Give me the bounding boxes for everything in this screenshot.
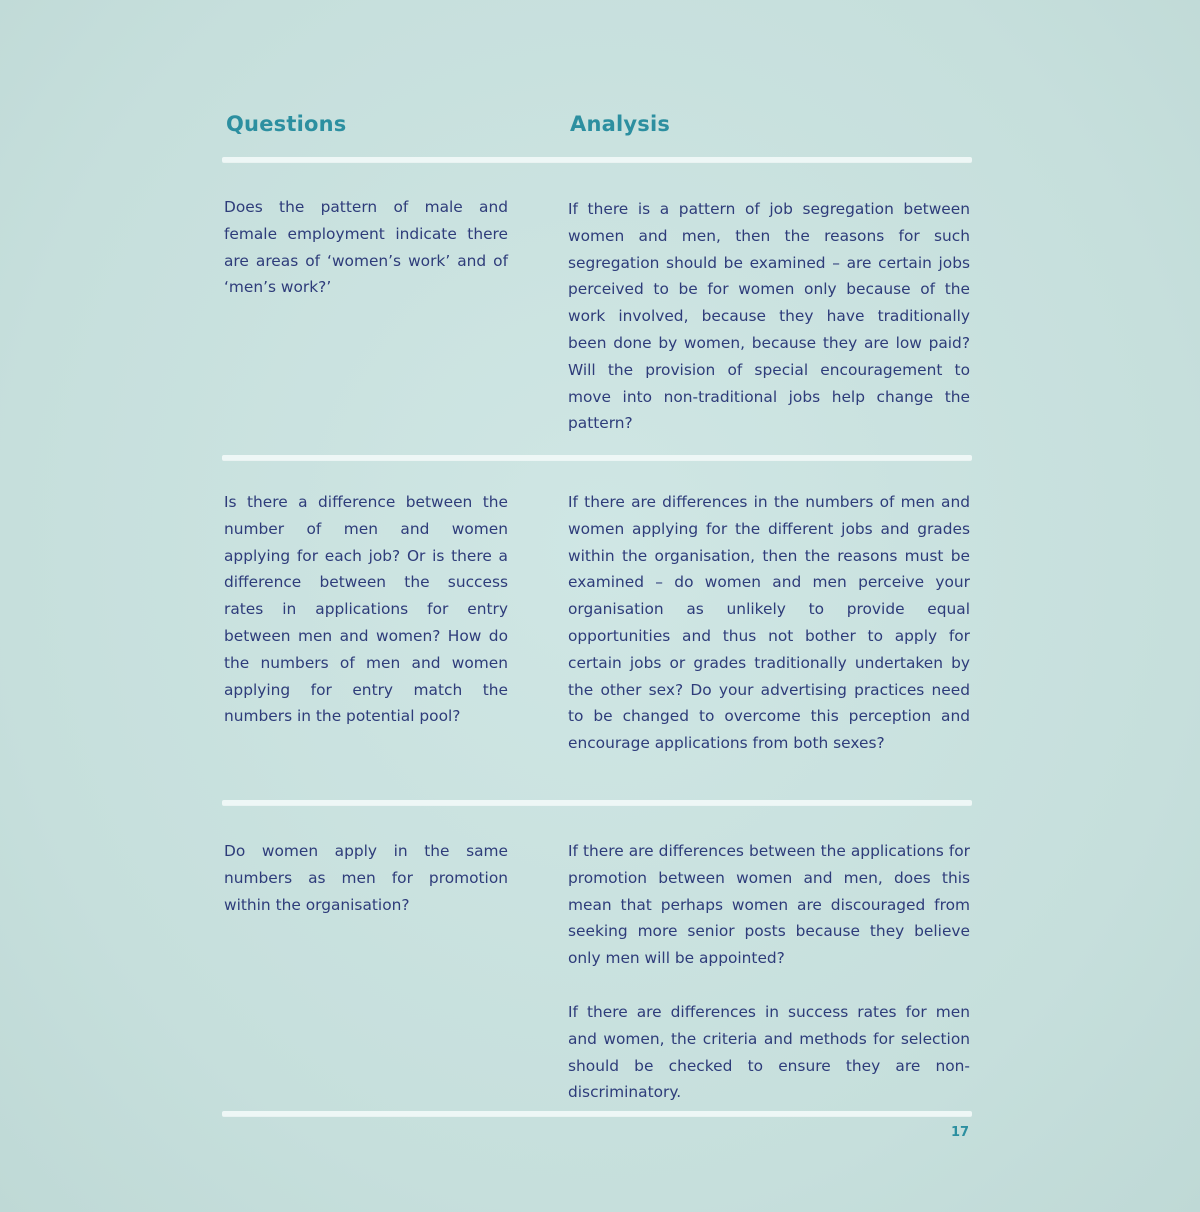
analysis-heading: Analysis	[570, 112, 671, 136]
question-cell-3	[224, 838, 508, 918]
row-divider-1	[222, 455, 972, 460]
question-text: Do women apply in the same numbers as men for promotion within the organisation?	[224, 842, 508, 914]
bottom-divider	[222, 1111, 972, 1116]
analysis-text: If there are differences in success rates for men and women, the criteria and methods for selection should be checked to ensure they are non-discriminatory.	[568, 1002, 970, 1102]
page-number: 17	[951, 1125, 970, 1140]
question-cell-2	[224, 489, 508, 730]
question-cell-1	[224, 194, 508, 301]
question-text: Does the pattern of male and female employment indicate there are areas of ‘women’s work’ and of ‘men’s work?’	[224, 198, 508, 297]
question-text: Is there a difference between the number of men and women applying for each job? Or is there a difference between the success rates in applications for entry between men and women? How do the numbers of men and women applying for entry match the numbers in the potential pool?	[224, 493, 508, 726]
analysis-text: If there is a pattern of job segregation between women and men, then the reasons for such segregation should be examined – are certain jobs perceived to be for women only because of the work involved, because they have traditionally been done by women, because they are low paid? Will the provision of special encouragement to move into non-traditional jobs help change the pattern?	[568, 200, 970, 433]
analysis-cell-2	[568, 489, 970, 757]
questions-heading: Questions	[226, 112, 347, 136]
analysis-text: If there are differences in the numbers of men and women applying for the different jobs and grades within the organisation, then the reasons must be examined – do women and men perceive your organisation as unlikely to provide equal opportunities and thus not bother to apply for certain jobs or grades traditionally undertaken by the other sex? Do your advertising practices need to be changed to overcome this perception and encourage applications from both sexes?	[568, 493, 970, 753]
header-divider	[222, 157, 972, 162]
analysis-cell-1	[568, 196, 970, 437]
analysis-text: If there are differences between the applications for promotion between women and men, does this mean that perhaps women are discouraged from seeking more senior posts because they believe only men will be appointed?	[568, 842, 970, 968]
row-divider-2	[222, 800, 972, 805]
analysis-cell-3	[568, 838, 970, 1106]
